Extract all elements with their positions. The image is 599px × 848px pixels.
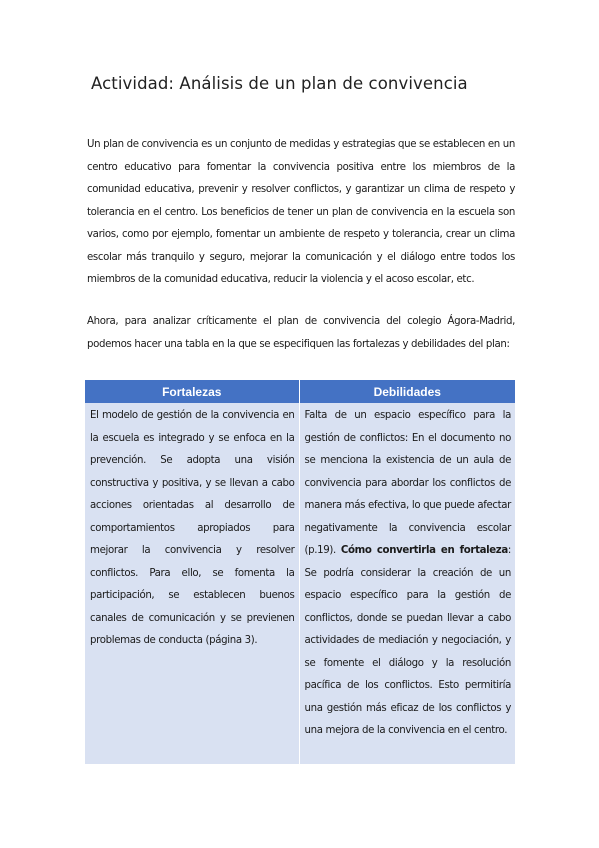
weaknesses-bold-text: Cómo convertirla en fortaleza [340,545,508,556]
table-header-row [85,380,515,403]
strengths-weaknesses-table [85,380,515,764]
weaknesses-cell [299,403,515,764]
page-title: Actividad: Análisis de un plan de convivencia [91,74,468,93]
weaknesses-text-1: Falta de un espacio específico para la gestión de conflictos: En el documento no se menciona la existencia de un aula de convivencia para abordar los conflictos de manera más efectiva, lo que puede afectar negativamente la convivencia escolar (p.19). [304,410,511,556]
intro-paragraph: Un plan de convivencia es un conjunto de medidas y estrategias que se establecen en un centro educativo para fomentar la convivencia positiva entre los miembros de la comunidad educativa, prevenir y resolver conflictos, y garantizar un clima de respeto y tolerancia en el centro. Los beneficios de tener un plan de convivencia en la escuela son varios, como por ejemplo, fomentar un ambiente de respeto y tolerancia, crear un clima escolar más tranquilo y seguro, mejorar la comunicación y el diálogo entre todos los miembros de la comunidad educativa, reducir la violencia y el acoso escolar, etc. [87,139,515,285]
header-weaknesses: Debilidades [299,380,515,403]
strengths-cell: El modelo de gestión de la convivencia en la escuela es integrado y se enfoca en la prevención. Se adopta una visión constructiva y positiva, y se llevan a cabo acciones orientadas al desarrollo de comportamientos apropiados para mejorar la convivencia y resolver conflictos. Para ello, se fomenta la participación, se establecen buenos canales de comunicación y se previenen problemas de conducta (página 3). [85,403,299,764]
header-strengths: Fortalezas [85,380,299,403]
table-row [85,403,515,764]
analysis-paragraph: Ahora, para analizar críticamente el plan de convivencia del colegio Ágora-Madrid, podemos hacer una tabla en la que se especifiquen las fortalezas y debilidades del plan: [87,316,515,350]
weaknesses-text-2: : Se podría considerar la creación de un espacio específico para la gestión de conflictos, donde se puedan llevar a cabo actividades de mediación y negociación, y se fomente el diálogo y la resolución pacífica de los conflictos. Esto permitiría una gestión más eficaz de los conflictos y una mejora de la convivencia en el centro. [304,545,512,736]
